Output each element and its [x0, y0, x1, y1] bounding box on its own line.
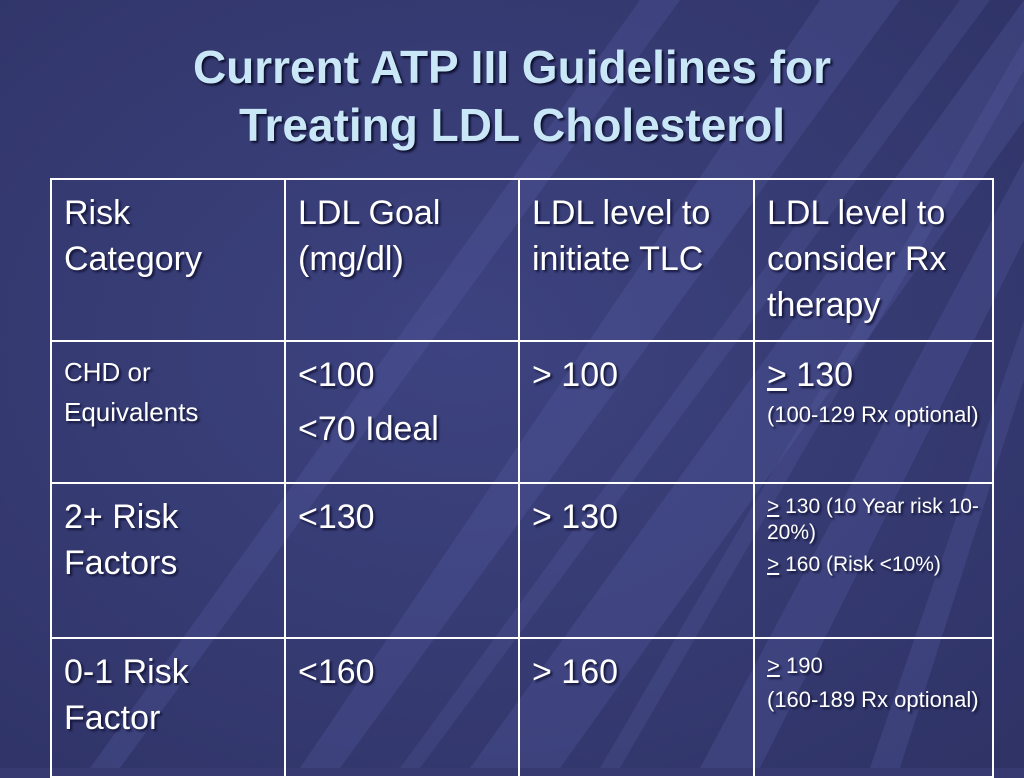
rx-geq-symbol: > [767, 356, 787, 394]
ldl-goal-ideal: <70 Ideal [298, 410, 439, 448]
row-ldl-goal: <130 [285, 483, 519, 638]
slide-title [0, 38, 1024, 154]
rx-value: 190 [779, 653, 823, 678]
rx-geq-symbol: > [767, 495, 780, 518]
rx-geq-symbol: > [767, 653, 780, 678]
rx-threshold-1 [767, 494, 980, 546]
row-ldl-goal [285, 341, 519, 483]
row-ldl-goal: <160 [285, 638, 519, 777]
table-row [51, 341, 993, 483]
rx-threshold [767, 649, 980, 683]
row-risk-category: CHD or Equivalents [51, 341, 285, 483]
rx-note: (100-129 Rx optional) [767, 402, 979, 427]
rx-threshold [767, 352, 980, 398]
title-line-1: Current ATP III Guidelines for [192, 41, 832, 93]
header-ldl-goal-label: LDL Goal [298, 194, 441, 232]
header-risk-category: Risk Category [51, 179, 285, 341]
row-risk-category: 2+ Risk Factors [51, 483, 285, 638]
rx-threshold-2 [767, 552, 980, 578]
rx-value: 130 [786, 356, 854, 394]
header-ldl-initiate-tlc: LDL level to initiate TLC [519, 179, 754, 341]
row-ldl-rx [754, 638, 993, 777]
rx-note: (160-189 Rx optional) [767, 687, 979, 712]
rx-geq-symbol: > [767, 553, 780, 576]
rx-text-2: 160 (Risk <10%) [779, 553, 941, 576]
guidelines-table [50, 178, 994, 778]
header-ldl-goal [285, 179, 519, 341]
row-risk-category: 0-1 Risk Factor [51, 638, 285, 777]
row-ldl-tlc: > 160 [519, 638, 754, 777]
table-row [51, 638, 993, 777]
rx-text-1: 130 (10 Year risk 10-20%) [767, 495, 979, 544]
row-ldl-tlc: > 130 [519, 483, 754, 638]
row-ldl-rx [754, 483, 993, 638]
ldl-goal-value: <100 [298, 356, 375, 394]
header-ldl-goal-unit: (mg/dl) [298, 240, 404, 278]
row-ldl-tlc: > 100 [519, 341, 754, 483]
header-ldl-rx-therapy: LDL level to consider Rx therapy [754, 179, 993, 341]
table-header-row [51, 179, 993, 341]
row-ldl-rx [754, 341, 993, 483]
table-row [51, 483, 993, 638]
title-line-2: Treating LDL Cholesterol [238, 99, 786, 151]
